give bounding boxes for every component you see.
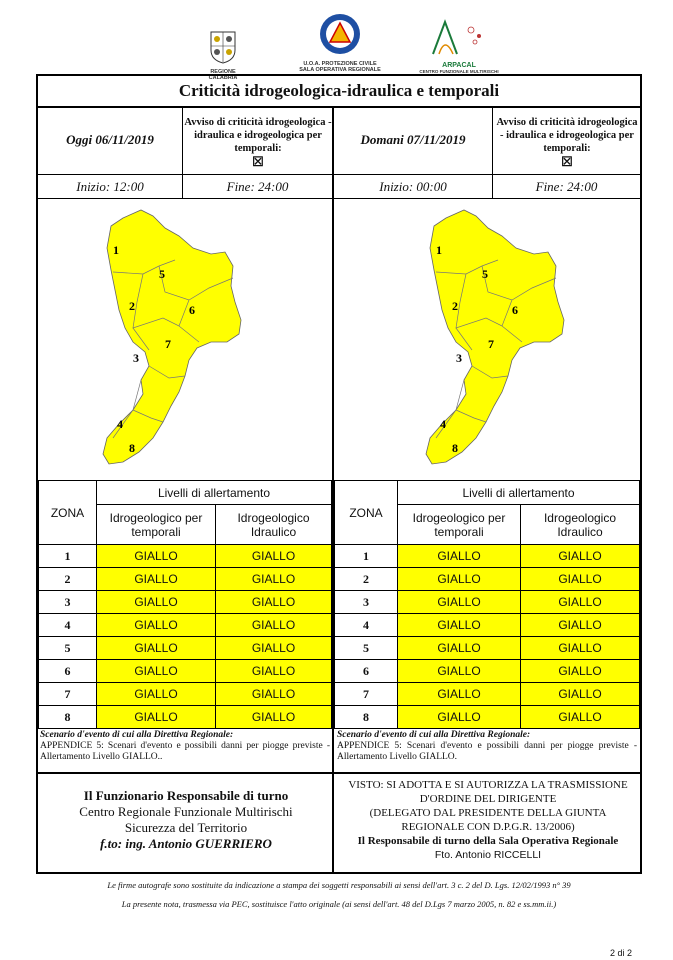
tomorrow-scenario-text: APPENDICE 5: Scenari d'evento e possibili danni per piogge previste - Allertamento Livello GIALLO. <box>337 741 637 762</box>
today-scenario-text: APPENDICE 5: Scenari d'evento e possibili danni per piogge previste - Allertamento Livello GIALLO.. <box>40 741 330 762</box>
level-temporali: GIALLO <box>398 545 521 568</box>
zone-number: 4 <box>39 614 97 637</box>
level-temporali: GIALLO <box>97 637 216 660</box>
today-avviso <box>184 116 332 170</box>
zone-level-row <box>335 660 640 683</box>
zone-number: 2 <box>335 568 398 591</box>
level-temporali: GIALLO <box>398 683 521 706</box>
level-temporali: GIALLO <box>97 545 216 568</box>
today-inizio: Inizio: 12:00 <box>76 179 144 194</box>
tomorrow-scenario <box>337 730 637 763</box>
map-zone-label: 6 <box>189 303 195 317</box>
level-idraulico: GIALLO <box>521 591 640 614</box>
level-temporali: GIALLO <box>97 660 216 683</box>
zone-number: 5 <box>39 637 97 660</box>
footer-note-signatures: Le firme autografe sono sostituite da indicazione a stampa dei soggetti responsabili ai sensi dell'art. 3 c. 2 del D. Lgs. 12/02/1993 n° 39 <box>107 880 571 890</box>
zone-level-row <box>335 591 640 614</box>
level-idraulico: GIALLO <box>216 637 332 660</box>
zone-number: 7 <box>335 683 398 706</box>
map-zone-label: 2 <box>452 299 458 313</box>
visto-statement: VISTO: SI ADOTTA E SI AUTORIZZA LA TRASMISSIONE D'ORDINE DEL DIRIGENTE <box>348 779 628 805</box>
level-temporali: GIALLO <box>97 614 216 637</box>
level-idraulico: GIALLO <box>216 545 332 568</box>
map-zone-label: 8 <box>452 441 458 455</box>
zone-level-row <box>39 660 332 683</box>
zone-number: 1 <box>335 545 398 568</box>
livelli-header: Livelli di allertamento <box>398 481 640 505</box>
zone-level-row <box>335 568 640 591</box>
level-idraulico: GIALLO <box>216 683 332 706</box>
tomorrow-levels-table <box>334 480 640 729</box>
tomorrow-date-label: Domani 07/11/2019 <box>360 132 466 147</box>
map-zone-label: 7 <box>488 337 494 351</box>
zone-number: 6 <box>335 660 398 683</box>
right-signature-block <box>338 778 638 862</box>
map-zone-label: 3 <box>456 351 462 365</box>
level-idraulico: GIALLO <box>521 568 640 591</box>
zone-level-row <box>39 683 332 706</box>
level-temporali: GIALLO <box>97 683 216 706</box>
level-temporali: GIALLO <box>398 568 521 591</box>
zone-level-row <box>39 568 332 591</box>
regione-calabria-emblem-icon <box>208 30 238 64</box>
left-signature-block <box>42 788 330 852</box>
tomorrow-scenario-title: Scenario d'evento di cui alla Direttiva Regionale: <box>337 730 531 740</box>
map-zone-label: 5 <box>482 267 488 281</box>
tomorrow-fine: Fine: 24:00 <box>535 179 598 194</box>
zona-header: ZONA <box>39 481 97 545</box>
map-zone-label: 4 <box>117 417 123 431</box>
zone-number: 3 <box>39 591 97 614</box>
today-calabria-zone-map <box>93 202 253 472</box>
today-avviso-text: Avviso di criticità idrogeologica - idraulica e idrogeologica per temporali: <box>184 117 332 154</box>
today-fine: Fine: 24:00 <box>226 179 289 194</box>
arpacal-logo <box>418 16 500 75</box>
today-scenario-title: Scenario d'evento di cui alla Direttiva Regionale: <box>40 730 234 740</box>
footer-note-pec: La presente nota, trasmessa via PEC, sostituisce l'atto originale (ai sensi dell'art. 48 del D.Lgs 7 marzo 2005, n. 82 e ss.mm.ii.) <box>121 899 557 909</box>
map-zone-label: 1 <box>113 243 119 257</box>
tomorrow-inizio: Inizio: 00:00 <box>379 179 447 194</box>
zone-level-row <box>335 545 640 568</box>
logo-header <box>0 0 673 81</box>
level-temporali: GIALLO <box>398 637 521 660</box>
map-zone-label: 7 <box>165 337 171 351</box>
sala-operativa-caption: SALA OPERATIVA REGIONALE <box>299 67 381 73</box>
calabria-map-shape <box>426 210 564 464</box>
zone-level-row <box>39 591 332 614</box>
tomorrow-avviso-text: Avviso di criticità idrogeologica - idraulica e idrogeologica per temporali: <box>496 117 638 154</box>
zone-level-row <box>39 706 332 729</box>
tomorrow-calabria-zone-map <box>416 202 576 472</box>
zone-level-row <box>335 637 640 660</box>
level-temporali: GIALLO <box>398 591 521 614</box>
today-levels-table <box>38 480 332 729</box>
col-idraulico-header: Idrogeologico Idraulico <box>521 505 640 545</box>
bulletin-document <box>36 74 642 874</box>
sicurezza-territorio: Sicurezza del Territorio <box>124 820 248 835</box>
level-idraulico: GIALLO <box>216 591 332 614</box>
livelli-header: Livelli di allertamento <box>97 481 332 505</box>
right-signatory-name: Fto. Antonio RICCELLI <box>434 849 542 861</box>
level-temporali: GIALLO <box>97 706 216 729</box>
level-idraulico: GIALLO <box>216 614 332 637</box>
protezione-civile-logo <box>290 12 390 73</box>
level-idraulico: GIALLO <box>521 660 640 683</box>
col-temporali-header: Idrogeologico per temporali <box>398 505 521 545</box>
zone-number: 3 <box>335 591 398 614</box>
level-idraulico: GIALLO <box>521 637 640 660</box>
map-zone-label: 3 <box>133 351 139 365</box>
level-idraulico: GIALLO <box>216 568 332 591</box>
map-zone-label: 2 <box>129 299 135 313</box>
responsabile-title: Il Funzionario Responsabile di turno <box>83 788 289 803</box>
zone-number: 6 <box>39 660 97 683</box>
today-date-label: Oggi 06/11/2019 <box>66 132 154 147</box>
zone-level-row <box>39 614 332 637</box>
regione-calabria-caption: REGIONE CALABRIA <box>208 69 238 81</box>
centro-funzionale-name: Centro Regionale Funzionale Multirischi <box>79 804 293 819</box>
tomorrow-avviso-checkbox-icon: ☒ <box>561 154 573 169</box>
page-number: 2 di 2 <box>610 948 633 958</box>
zone-level-row <box>39 545 332 568</box>
left-signatory-name: f.to: ing. Antonio GUERRIERO <box>100 836 272 851</box>
level-idraulico: GIALLO <box>521 614 640 637</box>
calabria-map-shape <box>103 210 241 464</box>
zone-number: 2 <box>39 568 97 591</box>
zone-level-row <box>335 614 640 637</box>
level-temporali: GIALLO <box>398 706 521 729</box>
today-avviso-checkbox-icon: ☒ <box>252 154 264 169</box>
level-idraulico: GIALLO <box>521 683 640 706</box>
level-idraulico: GIALLO <box>216 706 332 729</box>
level-temporali: GIALLO <box>398 614 521 637</box>
bulletin-title: Criticità idrogeologica-idraulica e temporali <box>38 76 640 108</box>
arpacal-subcaption: CENTRO FUNZIONALE MULTIRISCHI <box>419 69 499 74</box>
delegation-statement: (DELEGATO DAL PRESIDENTE DELLA GIUNTA REGIONALE CON D.P.G.R. 13/2006) <box>369 807 607 833</box>
map-zone-label: 4 <box>440 417 446 431</box>
level-idraulico: GIALLO <box>216 660 332 683</box>
zone-number: 1 <box>39 545 97 568</box>
today-scenario <box>40 730 330 763</box>
zone-number: 5 <box>335 637 398 660</box>
level-temporali: GIALLO <box>398 660 521 683</box>
protezione-civile-caption: U.O.A. PROTEZIONE CIVILE <box>303 61 377 67</box>
level-idraulico: GIALLO <box>521 706 640 729</box>
zone-level-row <box>335 683 640 706</box>
map-zone-label: 5 <box>159 267 165 281</box>
protezione-civile-emblem-icon <box>318 12 362 56</box>
zone-number: 8 <box>39 706 97 729</box>
map-zone-label: 8 <box>129 441 135 455</box>
map-zone-label: 6 <box>512 303 518 317</box>
zone-number: 8 <box>335 706 398 729</box>
map-zone-label: 1 <box>436 243 442 257</box>
zone-number: 7 <box>39 683 97 706</box>
arpacal-caption: ARPACAL <box>442 62 476 69</box>
tomorrow-avviso <box>494 116 640 170</box>
col-temporali-header: Idrogeologico per temporali <box>97 505 216 545</box>
zone-level-row <box>39 637 332 660</box>
level-temporali: GIALLO <box>97 568 216 591</box>
zona-header: ZONA <box>335 481 398 545</box>
level-idraulico: GIALLO <box>521 545 640 568</box>
arpacal-emblem-icon <box>419 16 499 58</box>
zone-level-row <box>335 706 640 729</box>
sala-operativa-responsabile: Il Responsabile di turno della Sala Operativa Regionale <box>357 835 619 847</box>
col-idraulico-header: Idrogeologico Idraulico <box>216 505 332 545</box>
zone-number: 4 <box>335 614 398 637</box>
level-temporali: GIALLO <box>97 591 216 614</box>
